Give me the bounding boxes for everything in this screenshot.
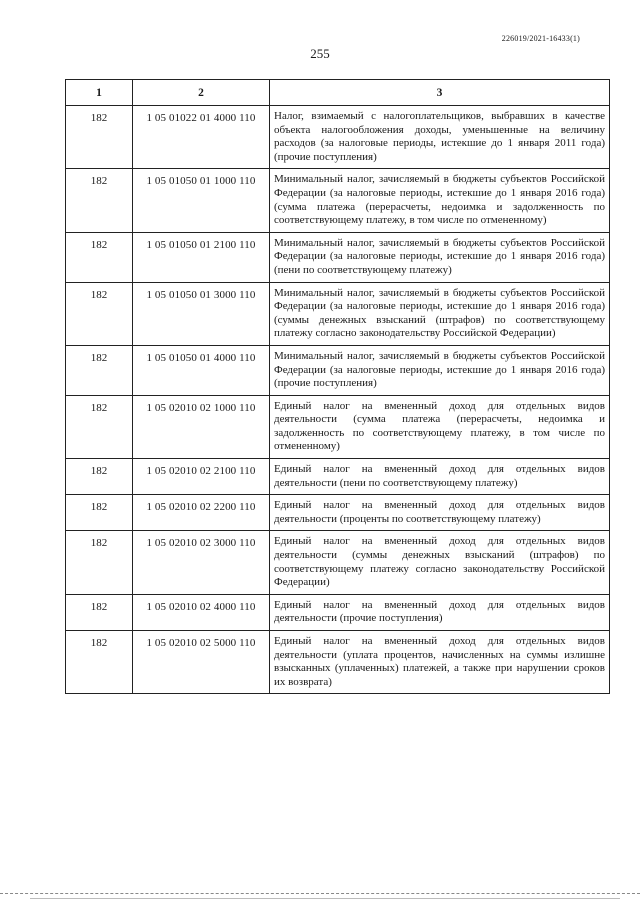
admin-code-cell: 182 — [66, 395, 133, 458]
table-row — [66, 531, 610, 594]
budget-classification-code-cell: 1 05 02010 02 2100 110 — [133, 459, 270, 495]
revenue-description-cell: Минимальный налог, зачисляемый в бюджеты субъектов Российской Федерации (за налоговые периоды, истекшие до 1 января 2016 года) (суммы денежных взысканий (штрафов) по соответствующему платежу согласно законодательству Российской Федерации) — [270, 282, 610, 345]
budget-classification-code-cell: 1 05 01050 01 2100 110 — [133, 232, 270, 282]
revenue-description-cell: Минимальный налог, зачисляемый в бюджеты субъектов Российской Федерации (за налоговые периоды, истекшие до 1 января 2016 года) (пени по соответствующему платежу) — [270, 232, 610, 282]
budget-classification-code-cell: 1 05 02010 02 5000 110 — [133, 631, 270, 694]
column-header-3: 3 — [270, 80, 610, 106]
table-row — [66, 282, 610, 345]
budget-classification-code-cell: 1 05 01050 01 1000 110 — [133, 169, 270, 232]
table-row — [66, 459, 610, 495]
admin-code-cell: 182 — [66, 345, 133, 395]
admin-code-cell: 182 — [66, 495, 133, 531]
budget-classification-code-cell: 1 05 01022 01 4000 110 — [133, 106, 270, 169]
budget-classification-code-cell: 1 05 02010 02 3000 110 — [133, 531, 270, 594]
table-row — [66, 232, 610, 282]
budget-classification-code-cell: 1 05 01050 01 4000 110 — [133, 345, 270, 395]
budget-classification-code-cell: 1 05 02010 02 4000 110 — [133, 594, 270, 630]
table-row — [66, 495, 610, 531]
admin-code-cell: 182 — [66, 282, 133, 345]
budget-classification-code-cell: 1 05 01050 01 3000 110 — [133, 282, 270, 345]
revenue-description-cell: Единый налог на вмененный доход для отдельных видов деятельности (прочие поступления) — [270, 594, 610, 630]
column-header-2: 2 — [133, 80, 270, 106]
admin-code-cell: 182 — [66, 531, 133, 594]
revenue-description-cell: Единый налог на вмененный доход для отдельных видов деятельности (суммы денежных взысканий (штрафов) по соответствующему платежу согласно законодательству Российской Федерации) — [270, 531, 610, 594]
revenue-description-cell: Налог, взимаемый с налогоплательщиков, выбравших в качестве объекта налогообложения доходы, уменьшенные на величину расходов (за налоговые периоды, истекшие до 1 января 2011 года) (прочие поступления) — [270, 106, 610, 169]
admin-code-cell: 182 — [66, 169, 133, 232]
admin-code-cell: 182 — [66, 232, 133, 282]
column-header-1: 1 — [66, 80, 133, 106]
budget-classification-code-cell: 1 05 02010 02 2200 110 — [133, 495, 270, 531]
table-row — [66, 345, 610, 395]
table-row — [66, 395, 610, 458]
document-id: 226019/2021-16433(1) — [501, 34, 580, 43]
revenue-description-cell: Единый налог на вмененный доход для отдельных видов деятельности (пени по соответствующему платежу) — [270, 459, 610, 495]
scan-edge-line-2 — [30, 898, 620, 899]
table-row — [66, 169, 610, 232]
revenue-description-cell: Минимальный налог, зачисляемый в бюджеты субъектов Российской Федерации (за налоговые периоды, истекшие до 1 января 2016 года) (сумма платежа (перерасчеты, недоимка и задолженность по соответствующему платежу, в том числе по отмененному) — [270, 169, 610, 232]
table-row — [66, 594, 610, 630]
table-header-row — [66, 80, 610, 106]
admin-code-cell: 182 — [66, 459, 133, 495]
admin-code-cell: 182 — [66, 631, 133, 694]
revenue-description-cell: Минимальный налог, зачисляемый в бюджеты субъектов Российской Федерации (за налоговые периоды, истекшие до 1 января 2016 года) (прочие поступления) — [270, 345, 610, 395]
page-number: 255 — [310, 46, 330, 61]
revenue-description-cell: Единый налог на вмененный доход для отдельных видов деятельности (проценты по соответствующему платежу) — [270, 495, 610, 531]
revenue-description-cell: Единый налог на вмененный доход для отдельных видов деятельности (уплата процентов, начисленных на суммы излишне взысканных (уплаченных) платежей, а также при нарушении сроков их возврата) — [270, 631, 610, 694]
admin-code-cell: 182 — [66, 106, 133, 169]
scan-edge-line — [0, 893, 640, 894]
revenue-description-cell: Единый налог на вмененный доход для отдельных видов деятельности (сумма платежа (перерасчеты, недоимка и задолженность по соответствующему платежу, в том числе по отмененному) — [270, 395, 610, 458]
budget-codes-table — [65, 79, 610, 694]
budget-classification-code-cell: 1 05 02010 02 1000 110 — [133, 395, 270, 458]
admin-code-cell: 182 — [66, 594, 133, 630]
table-row — [66, 631, 610, 694]
table-row — [66, 106, 610, 169]
